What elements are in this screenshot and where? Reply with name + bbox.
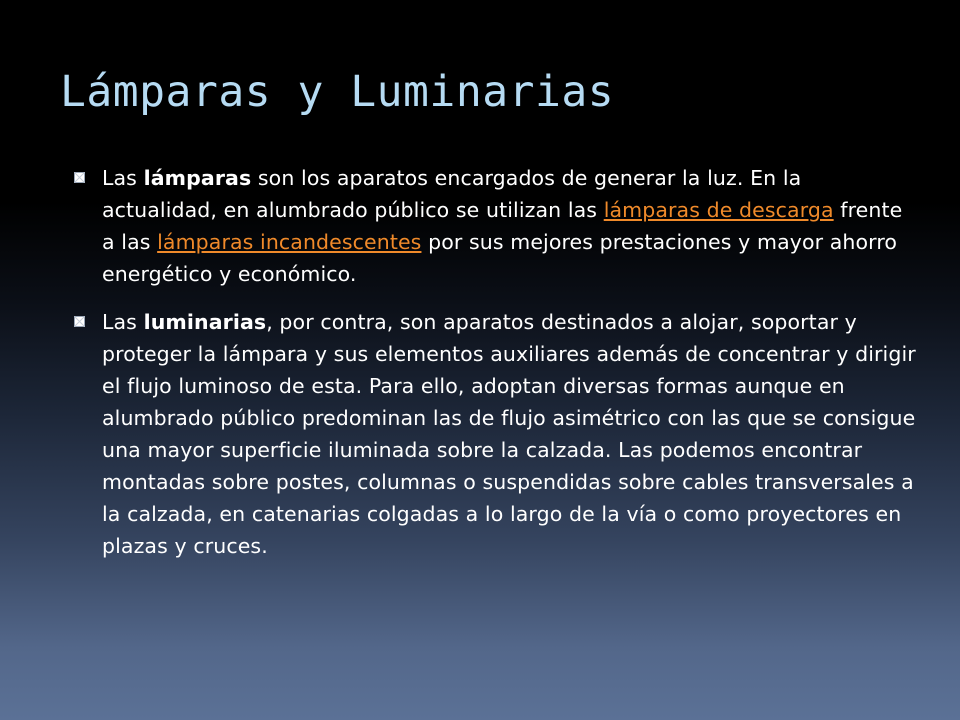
text-segment: son los aparatos encargados de generar la luz. En la actualidad, en alumbrado público se utilizan las [102, 166, 802, 222]
text-segment: Las [102, 166, 144, 190]
term-luminarias: luminarias [143, 310, 267, 334]
slide-title: Lámparas y Luminarias [60, 67, 615, 117]
text-segment: , por contra, son aparatos destinados a alojar, soportar y proteger la lámpara y sus elementos auxiliares además de concentrar y dirigir el flujo luminoso de esta. Para ello, adoptan diversas formas aunque en alumbrado público predominan las de flujo asimétrico con las que se consigue una mayor superficie iluminada sobre la calzada. Las podemos encontrar montadas sobre postes, columnas o suspendidas sobre cables transversales a la calzada, en catenarias colgadas a lo largo de la vía o como proyectores en plazas y cruces. [102, 310, 916, 558]
bullet-list [70, 162, 920, 578]
text-segment: por sus mejores prestaciones y mayor ahorro energético y económico. [102, 230, 898, 286]
square-bullet-icon [74, 316, 85, 327]
text-segment: Las [102, 310, 144, 334]
bullet-luminarias [70, 306, 920, 562]
bullet-text [102, 162, 920, 290]
square-bullet-icon [74, 172, 85, 183]
link-lamparas-descarga[interactable]: lámparas de descarga [603, 198, 834, 222]
bullet-text [102, 306, 920, 562]
link-lamparas-incandescentes[interactable]: lámparas incandescentes [157, 230, 422, 254]
text-segment: frente a las [102, 198, 903, 254]
term-lamparas: lámparas [143, 166, 252, 190]
bullet-lamparas [70, 162, 920, 290]
